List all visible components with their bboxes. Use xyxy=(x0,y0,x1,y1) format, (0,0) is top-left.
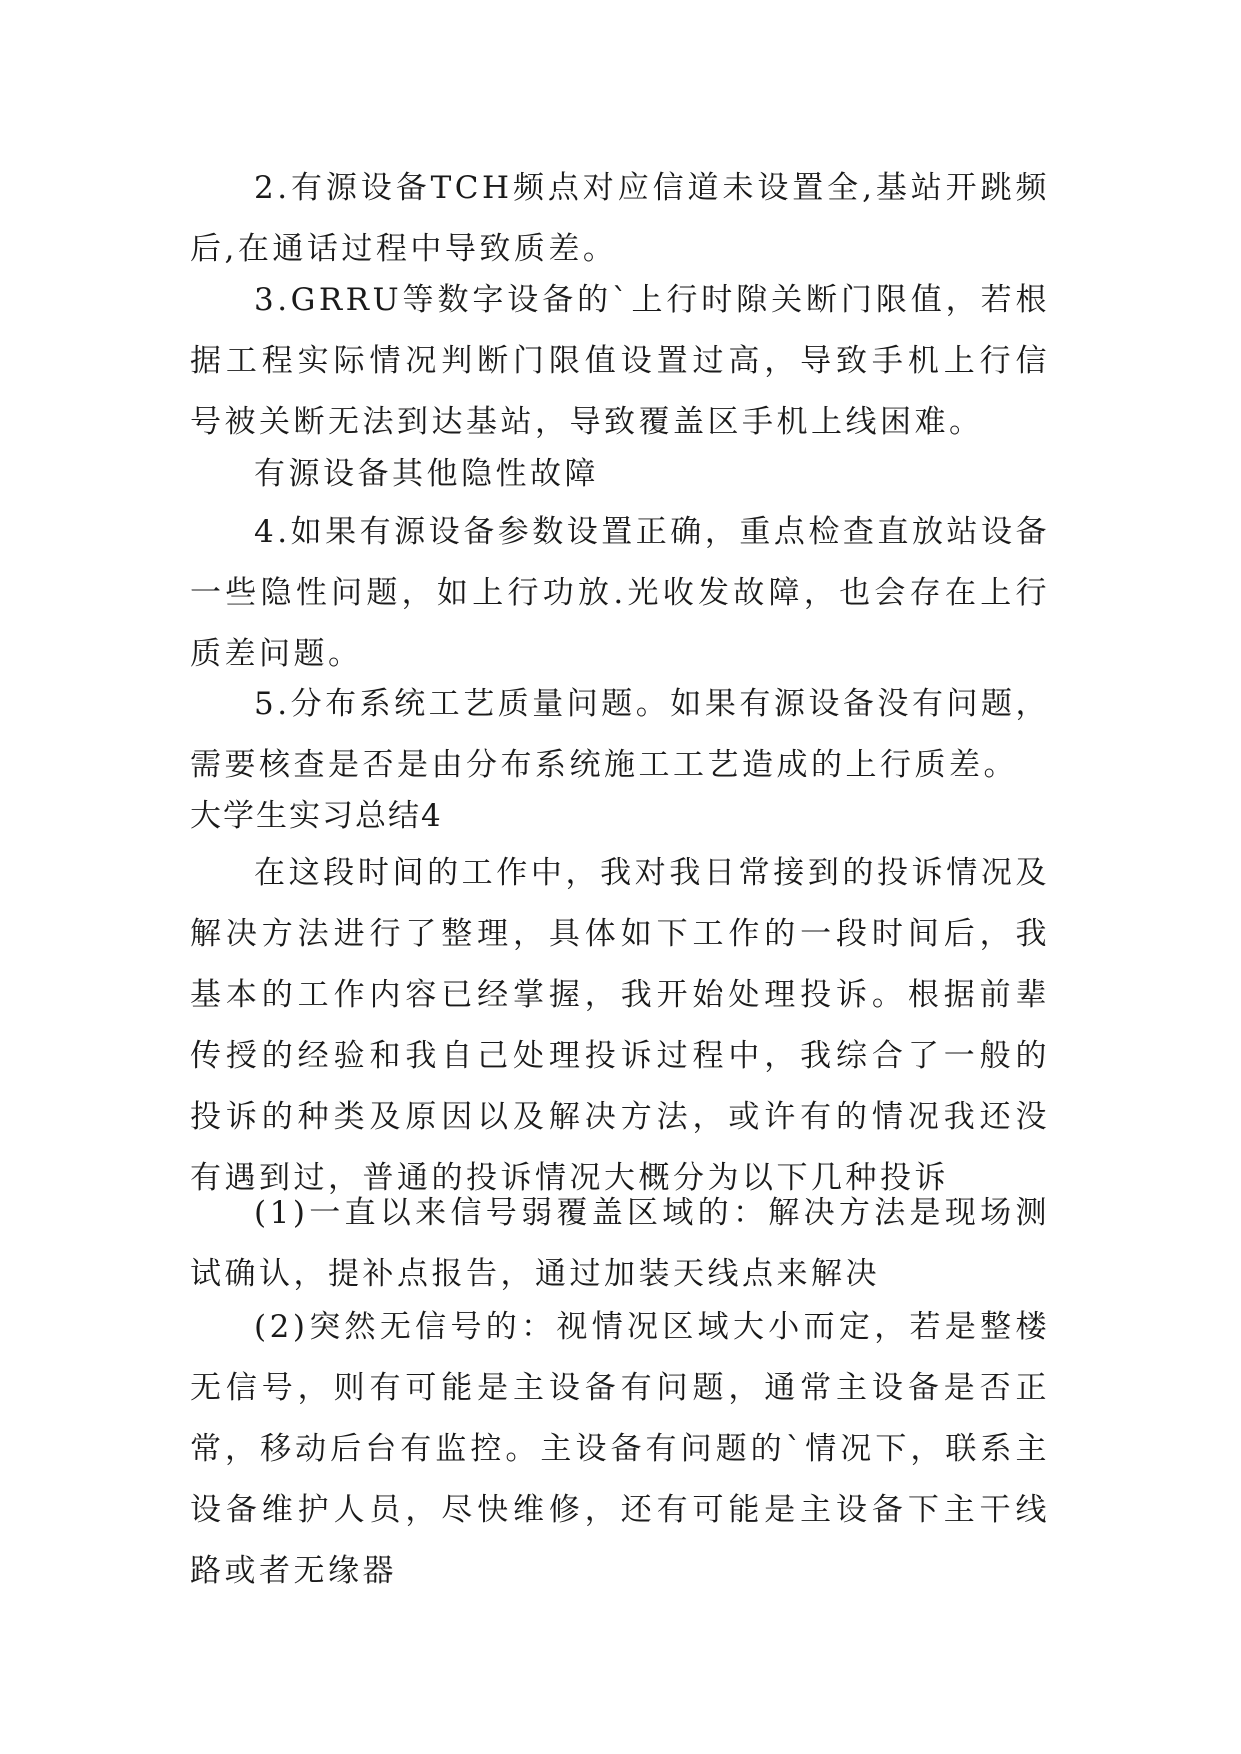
paragraph-grru-threshold: 3.GRRU等数字设备的`上行时隙关断门限值，若根据工程实际情况判断门限值设置过高，导致手机上行信号被关断无法到达基站，导致覆盖区手机上线困难。 xyxy=(190,282,1050,440)
section-title: 大学生实习总结4 xyxy=(190,798,443,834)
subheading-hidden-faults: 有源设备其他隐性故障 xyxy=(254,456,599,492)
paragraph-process-quality: 5.分布系统工艺质量问题。如果有源设备没有问题，需要核查是否是由分布系统施工工艺造成的上行质差。 xyxy=(190,686,1050,783)
paragraph-complaint-intro: 在这段时间的工作中，我对我日常接到的投诉情况及解决方法进行了整理，具体如下工作的一段时间后，我基本的工作内容已经掌握，我开始处理投诉。根据前辈传授的经验和我自己处理投诉过程中，我综合了一般的投诉的种类及原因以及解决方法，或许有的情况我还没有遇到过，普通的投诉情况大概分为以下几种投诉 xyxy=(190,855,1050,1196)
paragraph-hidden-issues: 4.如果有源设备参数设置正确，重点检查直放站设备一些隐性问题，如上行功放.光收发故障，也会存在上行质差问题。 xyxy=(190,514,1050,672)
paragraph-tch-frequency: 2.有源设备TCH频点对应信道未设置全,基站开跳频后,在通话过程中导致质差。 xyxy=(190,170,1050,267)
document-page xyxy=(190,0,1050,1754)
paragraph-weak-coverage: (1)一直以来信号弱覆盖区域的：解决方法是现场测试确认，提补点报告，通过加装天线点来解决 xyxy=(190,1195,1050,1292)
paragraph-no-signal: (2)突然无信号的：视情况区域大小而定，若是整楼无信号，则有可能是主设备有问题，通常主设备是否正常，移动后台有监控。主设备有问题的`情况下，联系主设备维护人员，尽快维修，还有可能是主设备下主干线路或者无缘器 xyxy=(190,1309,1050,1589)
